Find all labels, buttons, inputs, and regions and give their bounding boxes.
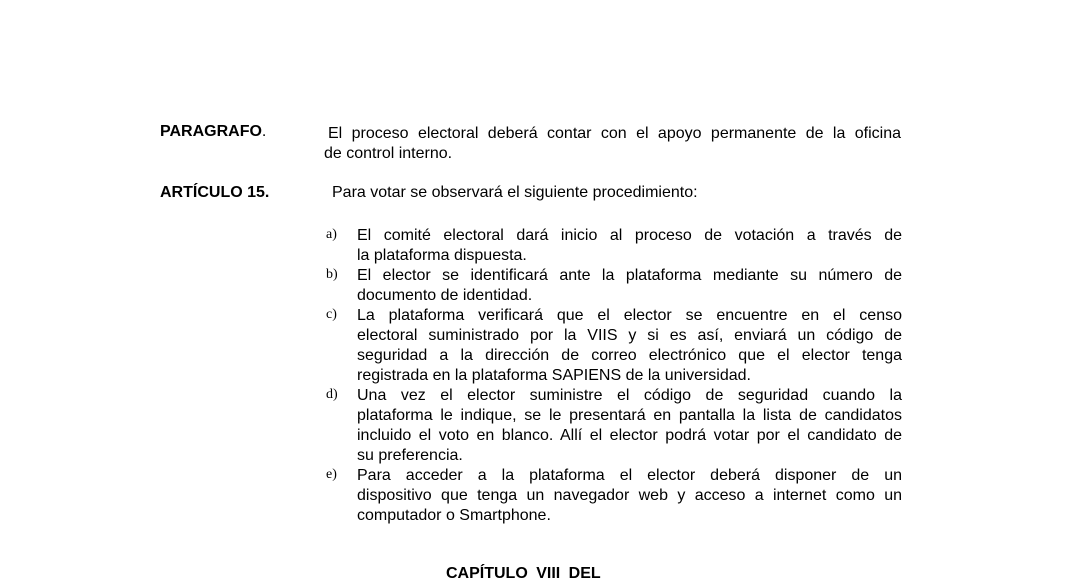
list-item-line: El comité electoral dará inicio al proceso de votación a través de: [357, 227, 902, 244]
list-item-line: registrada en la plataforma SAPIENS de la universidad.: [357, 367, 751, 384]
list-item: [324, 386, 902, 466]
list-item: [324, 466, 902, 526]
list-item-line: El elector se identificará ante la plataforma mediante su número de: [357, 267, 902, 284]
list-item-line: seguridad a la dirección de correo electrónico que el elector tenga: [357, 347, 902, 364]
list-item-line: documento de identidad.: [357, 287, 533, 304]
procedure-list: [324, 226, 902, 526]
list-item-line: la plataforma dispuesta.: [357, 247, 527, 264]
list-item-line: plataforma le indique, se le presentará en pantalla la lista de candidatos: [357, 407, 902, 424]
list-item: [324, 226, 902, 266]
list-item-line: Una vez el elector suministre el código de seguridad cuando la: [357, 387, 902, 404]
list-item-marker: b): [326, 267, 338, 282]
list-item-marker: c): [326, 307, 337, 322]
list-item: [324, 306, 902, 386]
list-item-line: computador o Smartphone.: [357, 507, 551, 524]
articulo-label: ARTÍCULO 15.: [160, 184, 270, 201]
list-item: [324, 266, 902, 306]
list-item-marker: e): [326, 467, 337, 482]
list-item-marker: a): [326, 227, 337, 242]
list-item-line: su preferencia.: [357, 447, 463, 464]
paragrafo-label-text: PARAGRAFO: [160, 123, 262, 140]
paragrafo-label: [160, 123, 266, 141]
list-item-line: incluido el voto en blanco. Allí el elector podrá votar por el candidato de: [357, 427, 902, 444]
list-item-marker: d): [326, 387, 338, 402]
list-item-line: Para acceder a la plataforma el elector deberá disponer de un: [357, 467, 902, 484]
paragrafo-label-punct: .: [261, 123, 267, 140]
list-item-line: electoral suministrado por la VIIS y si es así, enviará un código de: [357, 327, 902, 344]
articulo-text: Para votar se observará el siguiente procedimiento:: [332, 184, 698, 201]
list-item-line: La plataforma verificará que el elector se encuentre en el censo: [357, 307, 902, 324]
list-item-line: dispositivo que tenga un navegador web y acceso a internet como un: [357, 487, 902, 504]
chapter-heading: CAPÍTULO VIII DEL: [446, 565, 601, 582]
paragrafo-line: El proceso electoral deberá contar con el apoyo permanente de la oficina: [328, 125, 901, 142]
paragrafo-line: de control interno.: [324, 145, 453, 162]
paragrafo-text: [324, 124, 901, 164]
